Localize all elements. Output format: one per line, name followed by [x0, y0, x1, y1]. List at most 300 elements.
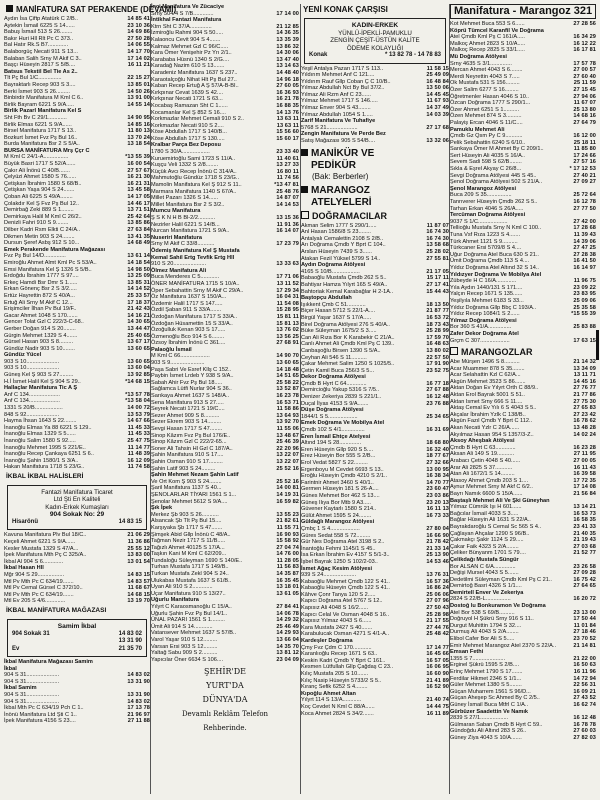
listing-row — [450, 186, 596, 193]
listing-name: İnanoğlu Salim 1580 S 92..... — [4, 438, 76, 444]
listing-name: Gündüz Yücel — [4, 352, 42, 359]
listing-row — [301, 407, 449, 414]
listing-name: İkbal — [4, 665, 17, 672]
listing-name: Ödemiş Manifatura Kel Ş Mustafa — [151, 247, 240, 254]
listing-phone: 13 45 58 — [127, 187, 150, 194]
listing-row — [450, 291, 596, 298]
listing-name: Karabulucak Osman 4271 S 4/1-A.. — [301, 631, 389, 638]
listing-name: Sinop Kâzım Fvz Pş Bul 176/E.. — [151, 432, 231, 439]
listing-phone: 14 16 21 — [127, 312, 150, 319]
listing-phone: 16 23 78 — [276, 393, 299, 400]
listing-name: Yılmaz Cümrük Işı H 601...... — [450, 504, 522, 511]
listing-row — [450, 278, 596, 285]
listing-phone: 15 17 11 — [426, 275, 449, 282]
listing-phone: 23 03 86 — [426, 492, 449, 499]
listing-group — [4, 532, 150, 605]
listing-phone: 16 09 21 — [573, 688, 596, 695]
listing-name: Uğur Doğrama Atel Buca 630 S 21.. — [450, 251, 539, 258]
listing-name: İsa Erkan İbrahim Ev 4157 S 5/1-3.. — [301, 552, 390, 559]
listing-phone: 14 51 65 — [276, 373, 299, 380]
listing-phone: 13 33 63 — [276, 261, 299, 268]
listing-row — [301, 585, 449, 592]
listing-name: Burda Manifatura Bsr 2 S 5/A.. — [4, 141, 80, 148]
listing-phone: 16 45 66 — [426, 651, 449, 658]
listing-name: Yeşil Antalya Pazarı 1717 S 113.. — [301, 65, 384, 72]
listing-phone: 25 13 80 — [573, 106, 596, 113]
listing-phone: 13 53 79 — [127, 411, 150, 418]
listing-phone: 21 77 86 — [573, 392, 596, 399]
listing-row — [301, 598, 449, 605]
listing-name: Canbaşoğlu Birsen 1390 S 5/A.. — [301, 347, 381, 354]
ad-phone: 13 31 90 — [118, 638, 142, 644]
listing-phone: 16 21 30 — [127, 174, 150, 181]
listing-phone: 16 11 13 — [426, 506, 449, 513]
listing-row — [301, 493, 449, 500]
listing-name: Soner Ali Tahsin Hl Gzl C 187/A.. — [151, 445, 233, 452]
ad-phone: 14 83 02 — [118, 630, 142, 637]
listing-phone: 16 11 89 — [426, 710, 449, 717]
listing-name: Vatansever Mehmet 1637 S 57/B.. — [151, 630, 237, 637]
listing-row — [151, 241, 299, 248]
listing-phone: 14 18 48 — [276, 366, 299, 373]
listing-row — [151, 505, 299, 512]
listing-name: Altınd 194 S 28.............. — [301, 440, 362, 447]
listing-row — [450, 100, 596, 107]
listing-name: Bor ALSAN C 6/A.............. — [450, 563, 516, 570]
listing-name: Özdoğan Hüsamettin 15 S 33/A.. — [151, 320, 233, 327]
listing-row — [301, 612, 449, 619]
listing-row — [450, 709, 596, 716]
listing-name: Yaltağ Sabu 909 S 2.......... — [151, 650, 218, 657]
listing-row — [4, 333, 150, 340]
listing-row — [450, 418, 596, 425]
listing-group — [4, 16, 150, 471]
listing-name: Elibol Cafer Bor Ali S 5..... — [450, 636, 515, 643]
listing-name: Ümit Ali 914 S 14............ — [151, 623, 213, 630]
listing-phone: 27 94 06 — [573, 93, 596, 100]
listing-name: Sabah Ahir Fvz Pş Bul 18..... — [151, 379, 223, 386]
listing-row — [151, 518, 299, 525]
listing-name: Zübeyde H C 16/A............. — [450, 278, 517, 285]
listing-name: Yıldırım Rauf Gllp Coban Ç C 10/B.. — [301, 78, 391, 85]
listing-row — [450, 425, 596, 432]
listing-phone: 21 78 42 — [426, 539, 449, 546]
listing-phone: 17 63 15 — [573, 337, 596, 344]
listing-phone: 25 33 57 — [127, 292, 150, 299]
listing-row — [301, 519, 449, 526]
listing-name: Demirbağ Zeki 889 S 1........ — [4, 207, 74, 214]
listing-name: Dedetilmi Süleyman Çmdb Kml Pş C 21.. — [450, 576, 552, 583]
listing-phone: 15 58 92 — [276, 538, 299, 545]
listing-phone: 11 68 67 — [127, 585, 150, 592]
listing-row — [450, 385, 596, 392]
listing-row — [151, 215, 299, 222]
listing-name: Gürsel Hasan 903 S 8......... — [4, 339, 74, 346]
listing-row — [450, 113, 596, 120]
listing-row — [450, 311, 596, 318]
listing-phone: 13 52 87 — [276, 386, 299, 393]
listing-name: Yılmaz Ali Rzm Anf C 23...... — [301, 91, 371, 98]
listing-row — [301, 223, 449, 230]
listing-name: Eroğlu Hüseyin Çmdb 4210 S 2/1.. — [301, 473, 388, 480]
listing-phone: 25 18 11 — [573, 139, 596, 146]
listing-phone: 14 06 78 — [276, 610, 299, 617]
listing-row — [450, 331, 596, 338]
listing-phone: 21 12 85 — [276, 23, 299, 30]
listing-row — [301, 506, 449, 513]
listing-row — [151, 479, 299, 486]
listing-row — [151, 83, 299, 90]
section-header-dogramacilar: DOĞRAMACILAR — [301, 211, 449, 222]
listing-phone: 25 83 88 — [573, 324, 596, 331]
listing-row — [151, 116, 299, 123]
listing-phone: 14 50 26 — [127, 88, 150, 95]
listing-name: 939 S 24..................... — [301, 572, 357, 579]
listing-phone: 14 70 77 — [426, 479, 449, 486]
listing-row — [301, 105, 449, 112]
listing-phone: 14 83 02 — [127, 698, 150, 705]
sub-header-ikbal-magazasi: İKBAL MANİFATURA MAĞAZASI — [6, 607, 107, 614]
listing-row — [450, 67, 596, 74]
listing-row — [151, 426, 299, 433]
ad-phone-row — [10, 638, 144, 646]
listing-name: Birlik Bayram 6221 S 9/A..... — [4, 101, 74, 108]
listing-name: BURSA MANİFATURA Mrş Ççr C — [4, 147, 90, 154]
listing-phone: 14 90 70 — [276, 353, 299, 360]
listing-phone: 25 35 58 — [573, 304, 596, 311]
listing-phone: 21 96 97 — [127, 711, 150, 718]
listing-name: İnci Manifatura Ve Zücaciye — [151, 4, 225, 10]
listing-row — [450, 531, 596, 538]
listing-name: Kemal Sahil Ertg Tevfik Ertg Hll — [151, 254, 235, 261]
listing-name: Birlik Elmas 6221 S 9/A...... — [4, 121, 72, 128]
listing-name: Özmenoğlu Bco 914 S 6........ — [151, 333, 225, 340]
listing-name: Sağlamca Lütfi Nurlar 904 S 36.. — [151, 386, 232, 393]
listing-phone: 16 80 11 — [276, 168, 299, 175]
listing-row — [301, 467, 449, 474]
listing-row — [151, 604, 299, 611]
listing-name: Durgut Muhittin 1794 S 32.... — [450, 622, 522, 629]
listing-name: Berki İsmet 903 S 26......... — [4, 88, 70, 95]
listing-row — [301, 572, 449, 579]
listing-phone: 14 68 16 — [573, 113, 596, 120]
listing-phone: 23 70 52 — [573, 636, 596, 643]
listing-phone: 27 57 67 — [127, 167, 150, 174]
listing-phone: 25 47 75 — [127, 438, 150, 444]
listing-row — [4, 286, 150, 293]
listing-phone: 16 04 31 — [276, 294, 299, 301]
listing-row — [151, 175, 299, 182]
listing-row — [4, 718, 150, 725]
listing-phone: 16 78 78 — [573, 721, 596, 728]
listing-name: Başçı Hüseyin 2817 S 5/B.... — [4, 62, 76, 69]
listing-name: İpek Manifatura 4156 S 23.... — [4, 718, 76, 725]
listing-name: İkbal Hasan Hll — [4, 565, 44, 572]
listing-name: Şahin Manifatura 910 S 17.... — [151, 452, 224, 459]
listing-phone: 23 60 47 — [426, 486, 449, 493]
listing-name: Karadeniz Manifatura 1637 S 237.. — [151, 69, 238, 76]
listing-name: Çmbç 1 S 4................... — [301, 525, 360, 532]
listing-row — [301, 671, 449, 678]
listing-name: Kırkpınar Cevat 1639 S 42.... — [151, 89, 224, 96]
listing-phone: 14 00 81 — [276, 485, 299, 492]
listing-name: İnantoğlu Fehmi 1145/1 S 45.. — [301, 545, 376, 552]
listing-phone: 16 06 95 — [426, 664, 449, 671]
listing-name: Kocabaş Ramazan Sht C 1...... — [151, 102, 228, 109]
listing-name: 903 S 9...................... — [151, 360, 205, 367]
listing-name: Çmdb B Hyrt C 64............. — [301, 380, 367, 387]
listing-phone: 14 30 65 — [127, 319, 150, 326]
listing-phone: 11 14 77 — [127, 444, 150, 451]
ad-line: YÜNLÜ-İPEKLİ-PAMUKLU — [338, 29, 412, 37]
listing-name: Kralbar Parça Bez Deposu — [151, 142, 221, 149]
listing-phone: 15 44 43 — [426, 288, 449, 295]
listing-phone: 23 41 33 — [573, 523, 596, 530]
listing-row — [301, 486, 449, 493]
listing-row — [4, 659, 150, 666]
listing-name: Paşa Sabri Ve Esref Kllş C 152.. — [151, 366, 232, 373]
listing-row — [450, 199, 596, 206]
listing-row — [4, 82, 150, 89]
listing-row — [450, 324, 596, 331]
listing-name: Yılmaz Doğrama Atölyesi — [450, 317, 517, 324]
listing-row — [4, 532, 150, 539]
listing-row — [450, 74, 596, 81]
listing-phone: 27 11 95 — [573, 451, 596, 458]
listing-phone: 11 01 84 — [573, 622, 596, 629]
slogan-line: Devamlı Reklâm Telefon — [181, 710, 269, 719]
listing-row — [450, 478, 596, 485]
section-header-marangoz: MARANGOZ — [301, 185, 449, 196]
listing-phone: 27 28 56 — [573, 21, 596, 27]
listing-phone: 27 63 84 — [127, 227, 150, 233]
listing-name: Yılmaz Abdullah 1054 S 1..... — [301, 111, 373, 118]
listing-name: Kılıç Nasip Hüseyin 5733/2 S 5.. — [301, 677, 382, 684]
listing-name: Koca Ahmet 2824 S 34/2....... — [301, 710, 374, 717]
listing-phone: 27 15 45 — [573, 86, 596, 93]
listing-phone: 27 55 81 — [426, 255, 449, 262]
listing-row — [151, 558, 299, 565]
listing-phone: 11 39 43 — [573, 232, 596, 238]
listing-phone: 13 83 00 — [127, 552, 150, 559]
listing-phone: 14 83 57 — [127, 578, 150, 585]
listing-row — [4, 36, 150, 43]
section-header-pedikur: PEDİKÜR — [311, 159, 357, 171]
listing-name: Gerber Doğan 914 S 20........ — [4, 325, 76, 332]
listing-name: Buca Menderes C 5............ — [151, 274, 220, 281]
listing-row — [450, 656, 596, 663]
listing-name: Özdemir Halil 1717 S 147..... — [151, 300, 223, 307]
listing-row — [301, 289, 449, 296]
listing-row — [4, 372, 150, 379]
listing-row — [450, 451, 596, 458]
listing-phone: 13 31 90 — [127, 678, 150, 685]
listing-row — [151, 30, 299, 37]
listing-phone: 13 61 05 — [276, 590, 299, 597]
listing-row — [450, 212, 596, 219]
page-running-header: Manifatura - Marangoz 321 — [450, 4, 596, 19]
listing-name: Sht Fth Bv C 29/1............ — [4, 114, 67, 121]
listing-phone: 18 73 43 — [426, 321, 449, 328]
listing-row — [4, 62, 150, 69]
listing-phone: 17 57 78 — [573, 60, 596, 67]
listing-name: Tağızlı Ahmet 40125 S 17/A... — [151, 544, 225, 551]
listing-name: Bor 360 S 41/A............... — [450, 324, 512, 331]
listing-name: 903 S 10..................... — [4, 358, 60, 365]
listing-phone: 21 40 74 — [426, 697, 449, 704]
listing-phone: 13 48 67 — [276, 432, 299, 439]
listing-row — [4, 692, 150, 699]
listing-row — [4, 565, 150, 572]
listing-name: Güneş Kel Ş 903 S 27......... — [4, 372, 74, 379]
listing-phone: 21 82 61 — [276, 518, 299, 525]
listing-name: Kıranç Sefik 6252 S 4........ — [301, 684, 368, 691]
listing-name: İsmet Ağaç Kesim Atölyesi — [301, 565, 373, 572]
listing-phone: 16 75 42 — [573, 576, 596, 583]
listing-name: Doğruyol H Şükrü Srny 916 S 11.. — [450, 616, 534, 623]
listing-phone: 16 60 90 — [426, 671, 449, 677]
listing-row — [151, 202, 299, 209]
listing-row — [151, 129, 299, 136]
listing-phone: 14 30 06 — [276, 50, 299, 57]
listing-phone: 15 28 95 — [276, 307, 299, 314]
listing-name: Erol Vedat 5827 S 22......... — [301, 460, 368, 466]
listing-name: Öğretmenler Hasan 4046 S 10.. — [450, 93, 529, 100]
listing-phone: 22 57 50 — [426, 354, 449, 361]
listing-row — [301, 112, 449, 119]
listing-name: Karadağ Nazim 610 S 13....... — [151, 63, 225, 70]
listing-name: Çakar Faik 4323 S 2/A........ — [450, 543, 519, 550]
listing-name: Buca 209 S 35................ — [450, 192, 512, 199]
listing-name: Tlt Pç Bul 1/C............... — [4, 75, 62, 82]
listing-name: Zarif Manifatura Ve Tuhafiye — [301, 118, 376, 125]
listing-name: Bağlar Hüseyin Ali 1631 S 22/A.. — [450, 517, 531, 524]
listing-phone: *15 55 39 — [571, 311, 596, 318]
listing-name: Uçar Manifatura 910 S 13/27.. — [151, 590, 226, 597]
listing-name: Yılmaz Enver 904 S 43........ — [301, 105, 371, 112]
listing-name: Kot Mehmet Buca 553 S 6...... — [450, 21, 525, 27]
ad-line: Samim İkbal — [57, 623, 97, 630]
listing-row — [450, 662, 596, 669]
listing-phone: 14 45 16 — [573, 378, 596, 385]
listing-name: H.İ İsmet Halil Kel Ş 904 S 29.. — [4, 378, 81, 385]
listing-phone: 11 67 93 — [426, 98, 449, 105]
listing-row — [450, 438, 596, 445]
listing-row — [450, 127, 596, 134]
listing-phone: 15 56 60 — [276, 129, 299, 136]
listing-name: Karşıyaka Şb 1717 S 47....... — [151, 524, 223, 531]
listing-name: Mtl Ev 205 S 4/6............. — [4, 598, 66, 605]
listing-row — [151, 485, 299, 492]
listing-name: Aktaş Cemal Ev Yılı 6 S 4043 S 5.. — [450, 405, 537, 412]
listing-row — [4, 240, 150, 247]
listing-name: Köse Abdullah 1717 S 140/B... — [151, 129, 227, 136]
listing-name: Nurcan Manifatura 1721 S 9/A.. — [151, 228, 230, 235]
listing-row — [4, 313, 150, 320]
listing-row — [301, 275, 449, 282]
listing-name: Gürbüzer Saadettin Ve Namık — [450, 708, 529, 715]
listing-name: M Kml C 66................... — [151, 353, 210, 360]
listing-name: Yapıcılar Öner 6634 S 106.... — [151, 656, 224, 663]
listing-name: Güney Ziya 4043 S 10/A....... — [450, 734, 522, 741]
listing-row — [4, 280, 150, 287]
listing-name: Dursun Şeref Asbş 912 S 10... — [4, 240, 80, 247]
listing-phone: 13 11 71 — [573, 372, 596, 379]
listing-row — [151, 492, 299, 499]
listing-phone: 16 53 72 — [426, 314, 449, 321]
listing-row — [151, 406, 299, 413]
listing-phone: 16 66 90 — [426, 532, 449, 539]
listing-name: Güler Mehmet 1380 S 5........ — [450, 682, 522, 689]
listing-row — [450, 643, 596, 650]
listing-name: Tarhan Erkan 4046 S 26/A..... — [450, 205, 524, 212]
listing-phone: 13 67 17 — [127, 339, 150, 346]
listing-phone: 27 60 40 — [573, 73, 596, 80]
listing-name: Bahtoriak Kemal Karabağlar H 2-1A.. — [301, 288, 394, 295]
listing-name: Baştopçu Abdullah — [301, 295, 352, 302]
listing-phone: 11 91 36 — [276, 221, 299, 228]
listing-row — [450, 511, 596, 518]
listing-phone: 16 12 48 — [573, 715, 596, 722]
listing-name: Mtl Pv Mth Pc C 634/19....... — [4, 578, 74, 585]
listing-name: Yeşilyıla Mehmet 6183 S 33... — [450, 297, 524, 304]
listing-row — [151, 17, 299, 24]
listing-row — [301, 513, 449, 520]
listing-phone: 11 80 13 — [127, 128, 150, 135]
listing-phone: 27 28 38 — [573, 251, 596, 258]
listing-name: Ulukabas Mustafa 1637 S 61/B.. — [151, 577, 232, 584]
listing-name: Ktrn Sht C 37/A.............. — [151, 23, 212, 30]
listing-name: Zafer Dekor Doğrama Atel — [450, 330, 519, 337]
listing-phone: 25 28 98 — [426, 611, 449, 618]
listing-phone: 13 18 01 — [276, 584, 299, 591]
listing-phone: 17 23 79 — [276, 241, 299, 248]
listing-row — [151, 419, 299, 426]
listing-name: Kaban Recep Ertuğ A Ş 57/A-B-BI.. — [151, 83, 239, 90]
listing-row — [450, 179, 596, 186]
listing-name: Yıldız Doğrama Atel Altınd 32 S 14.. — [450, 264, 539, 271]
listing-row — [151, 360, 299, 367]
listing-row — [301, 242, 449, 249]
listing-phone: 16 86 24 — [426, 585, 449, 592]
listing-name: Emsi Manifatura Kel Ş 1326 S 5/B.. — [4, 266, 92, 273]
listing-phone: 11 85 80 — [573, 146, 596, 153]
listing-row — [151, 50, 299, 57]
listing-phone: 14 83 15 — [127, 572, 150, 579]
listing-row — [151, 294, 299, 301]
listing-name: Akgün Fazıl Çmdb Y Bprt C 112.. — [450, 418, 533, 425]
listing-phone: 14 29 93 — [276, 630, 299, 637]
listing-phone: 25 46 39 — [276, 439, 299, 446]
listing-row — [301, 678, 449, 685]
listing-name: ÖNER MANİFATURA 1715 S 10/A.. — [151, 280, 240, 287]
listing-row — [4, 29, 150, 36]
listing-name: Mü Doğrama Atölyesi — [450, 53, 507, 60]
listing-name: Malkoç Recep 2825 S 33/1..... — [450, 47, 525, 54]
listing-phone: 16 38 34 — [426, 473, 449, 480]
listing-phone: 13 44 47 — [127, 325, 150, 332]
listing-row — [4, 102, 150, 109]
listing-name: Dilber Kadri Rsm Elkti C 24/A.. — [4, 227, 81, 233]
listing-row — [151, 90, 299, 97]
listing-phone: 27 76 77 — [573, 385, 596, 392]
listing-phone: 27 09 28 — [573, 570, 596, 577]
listing-phone: 27 18 46 — [573, 629, 596, 636]
listing-phone: 14 06 55 — [127, 42, 150, 49]
listing-phone: 14 48 40 — [276, 69, 299, 76]
listing-phone: 14 87 07 — [276, 195, 299, 202]
listing-name: Kapısız Yılmaz 4043 S 6...... — [301, 618, 372, 625]
